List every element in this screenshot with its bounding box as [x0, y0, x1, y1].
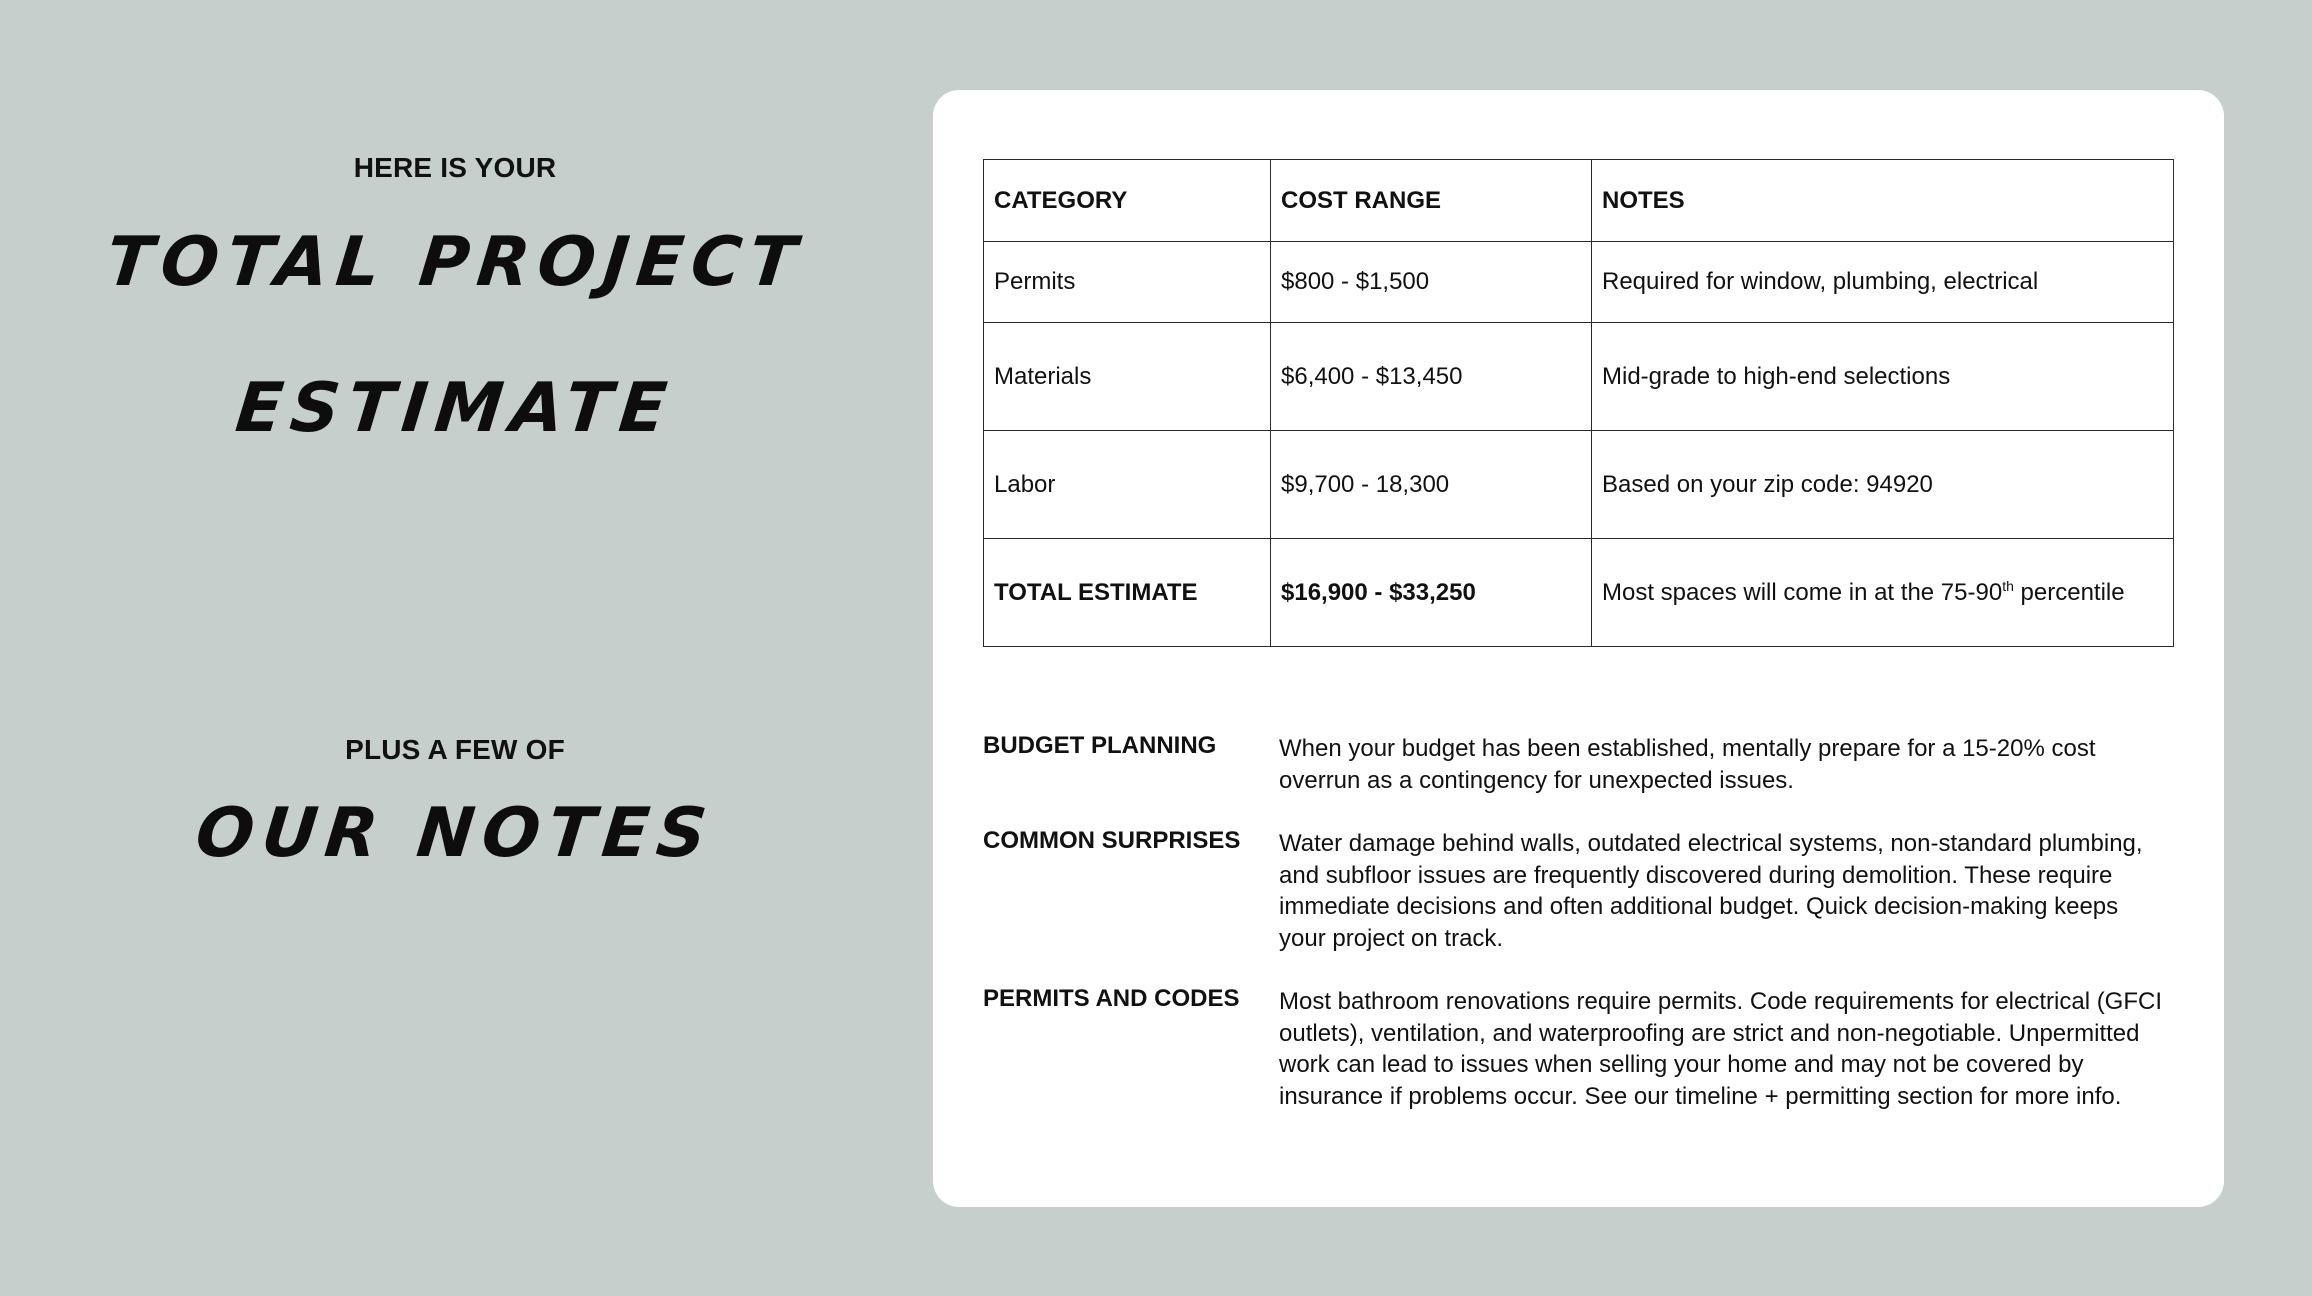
row-category: Labor: [984, 431, 1271, 539]
note-label: COMMON SURPRISES: [983, 827, 1241, 854]
total-note-superscript: th: [2002, 578, 2014, 594]
table-row: [984, 431, 2174, 539]
row-cost-range: $800 - $1,500: [1271, 242, 1592, 323]
note-common-surprises: [983, 828, 2174, 954]
header-category: CATEGORY: [984, 160, 1271, 242]
estimate-table: [983, 159, 2174, 647]
notes-title: OUR NOTES: [192, 794, 719, 873]
note-budget-planning: [983, 733, 2174, 796]
header-notes: NOTES: [1592, 160, 2174, 242]
table-row: [984, 242, 2174, 323]
row-category: Permits: [984, 242, 1271, 323]
notes-heading: [0, 734, 910, 884]
total-notes: [1592, 539, 2174, 647]
table-row: [984, 323, 2174, 431]
total-note-suffix: percentile: [2013, 579, 2125, 606]
row-category: Materials: [984, 323, 1271, 431]
total-category: TOTAL ESTIMATE: [984, 539, 1271, 647]
estimate-kicker: HERE IS YOUR: [353, 152, 557, 183]
total-note-prefix: Most spaces will come in at the 75-90: [1602, 579, 2003, 606]
notes-list: [983, 733, 2174, 1144]
row-notes: Required for window, plumbing, electrical: [1592, 242, 2174, 323]
note-label: BUDGET PLANNING: [983, 732, 1217, 759]
notes-kicker: PLUS A FEW OF: [345, 734, 565, 765]
note-label: PERMITS AND CODES: [983, 985, 1240, 1012]
note-text: When your budget has been established, mentally prepare for a 15-20% cost overrun as a contingency for unexpected issues.: [1279, 735, 2096, 794]
estimate-title-line2: ESTIMATE: [232, 369, 679, 448]
estimate-title-line1: TOTAL PROJECT: [102, 223, 808, 302]
note-permits-and-codes: [983, 986, 2174, 1112]
row-cost-range: $9,700 - 18,300: [1271, 431, 1592, 539]
estimate-card: [933, 90, 2224, 1207]
note-text: Most bathroom renovations require permits. Code requirements for electrical (GFCI outlets), ventilation, and waterproofing are strict and non-negotiable. Unpermitted work can lead to issues when selling your home and may not be covered by insurance if problems occur. See our timeline + permitting section for more info.: [1279, 988, 2163, 1110]
note-text: Water damage behind walls, outdated electrical systems, non-standard plumbing, and subfloor issues are frequently discovered during demolition. These require immediate decisions and often additional budget. Quick decision-making keeps your project on track.: [1279, 830, 2143, 952]
table-header-row: [984, 160, 2174, 242]
row-notes: Mid-grade to high-end selections: [1592, 323, 2174, 431]
total-cost-range: $16,900 - $33,250: [1271, 539, 1592, 647]
table-total-row: [984, 539, 2174, 647]
row-cost-range: $6,400 - $13,450: [1271, 323, 1592, 431]
estimate-heading: [0, 152, 910, 476]
header-cost-range: COST RANGE: [1271, 160, 1592, 242]
row-notes: Based on your zip code: 94920: [1592, 431, 2174, 539]
